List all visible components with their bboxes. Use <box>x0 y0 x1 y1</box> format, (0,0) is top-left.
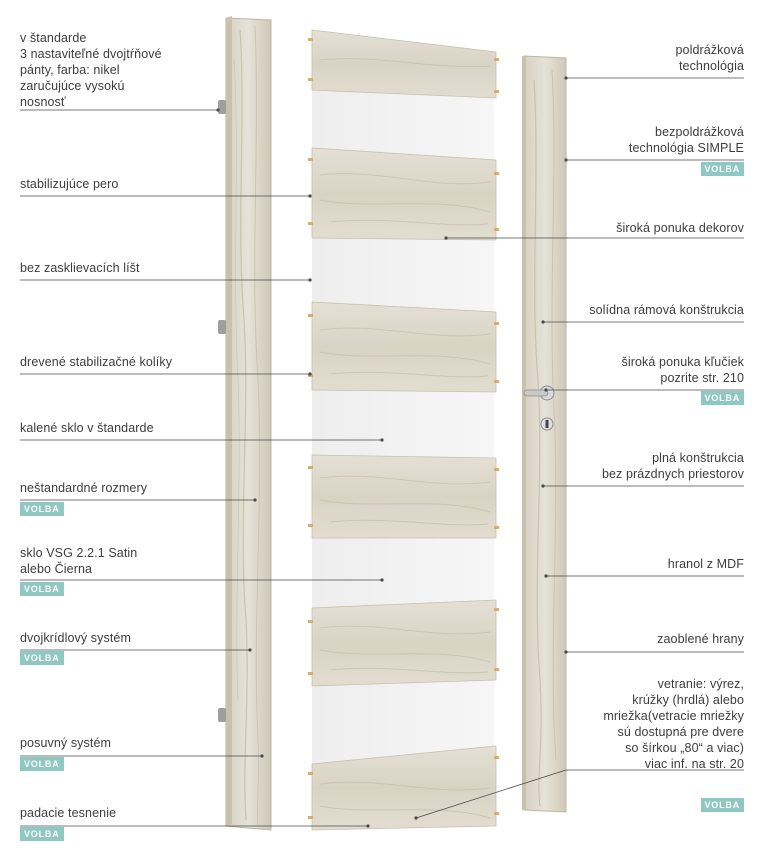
volba-badge: VOLBA <box>701 391 745 405</box>
volba-badge: VOLBA <box>20 502 64 516</box>
callout-rebated-tech: poldrážková technológia <box>675 43 744 73</box>
volba-badge: VOLBA <box>701 162 745 176</box>
callout-decors: široká ponuka dekorov <box>616 221 744 235</box>
callout-double-wing: dvojkrídlový systém <box>20 631 131 645</box>
volba-badge: VOLBA <box>701 798 745 812</box>
callout-no-glazing-strips: bez zasklievacích líšt <box>20 261 140 275</box>
callout-drop-seal: padacie tesnenie <box>20 806 117 820</box>
callout-frame-construction: solídna rámová konštrukcia <box>589 303 744 317</box>
callout-solid-construction: plná konštrukcia bez prázdnych priestorov <box>601 451 744 481</box>
callout-wooden-pins: drevené stabilizačné kolíky <box>20 355 173 369</box>
callout-handles: široká ponuka kľučiek pozrite str. 210 <box>621 355 744 385</box>
callout-nonstandard-sizes: neštandardné rozmery <box>20 481 148 495</box>
volba-badge: VOLBA <box>20 582 64 596</box>
callout-rounded-edges: zaoblené hrany <box>657 632 744 646</box>
hinge-icon <box>218 100 226 722</box>
lock-icon <box>541 418 553 430</box>
callout-simple-tech: bezpoldrážková technológia SIMPLE <box>628 125 744 155</box>
right-door-stile <box>522 56 566 812</box>
callout-mdf-block: hranol z MDF <box>667 557 744 571</box>
callout-hinges: v štandarde 3 nastaviteľné dvojtŕňové pánty, farba: nikel zaručujúce vysokú nosnosť <box>20 31 162 109</box>
callout-vsg-glass: sklo VSG 2.2.1 Satin alebo Čierna <box>20 546 138 576</box>
callout-tempered-glass: kalené sklo v štandarde <box>20 421 154 435</box>
volba-badge: VOLBA <box>20 827 64 841</box>
volba-badge: VOLBA <box>20 651 64 665</box>
callout-ventilation: vetranie: výrez, krúžky (hrdlá) alebo mriežka(vetracie mriežky sú dostupná pre dvere so šírkou „80“ a viac) viac inf. na str. 20 <box>603 677 744 771</box>
left-frame-jamb <box>226 16 271 830</box>
volba-badge: VOLBA <box>20 757 64 771</box>
callout-sliding-system: posuvný systém <box>20 736 112 750</box>
callout-stabilizing-tongue: stabilizujúce pero <box>20 177 119 191</box>
